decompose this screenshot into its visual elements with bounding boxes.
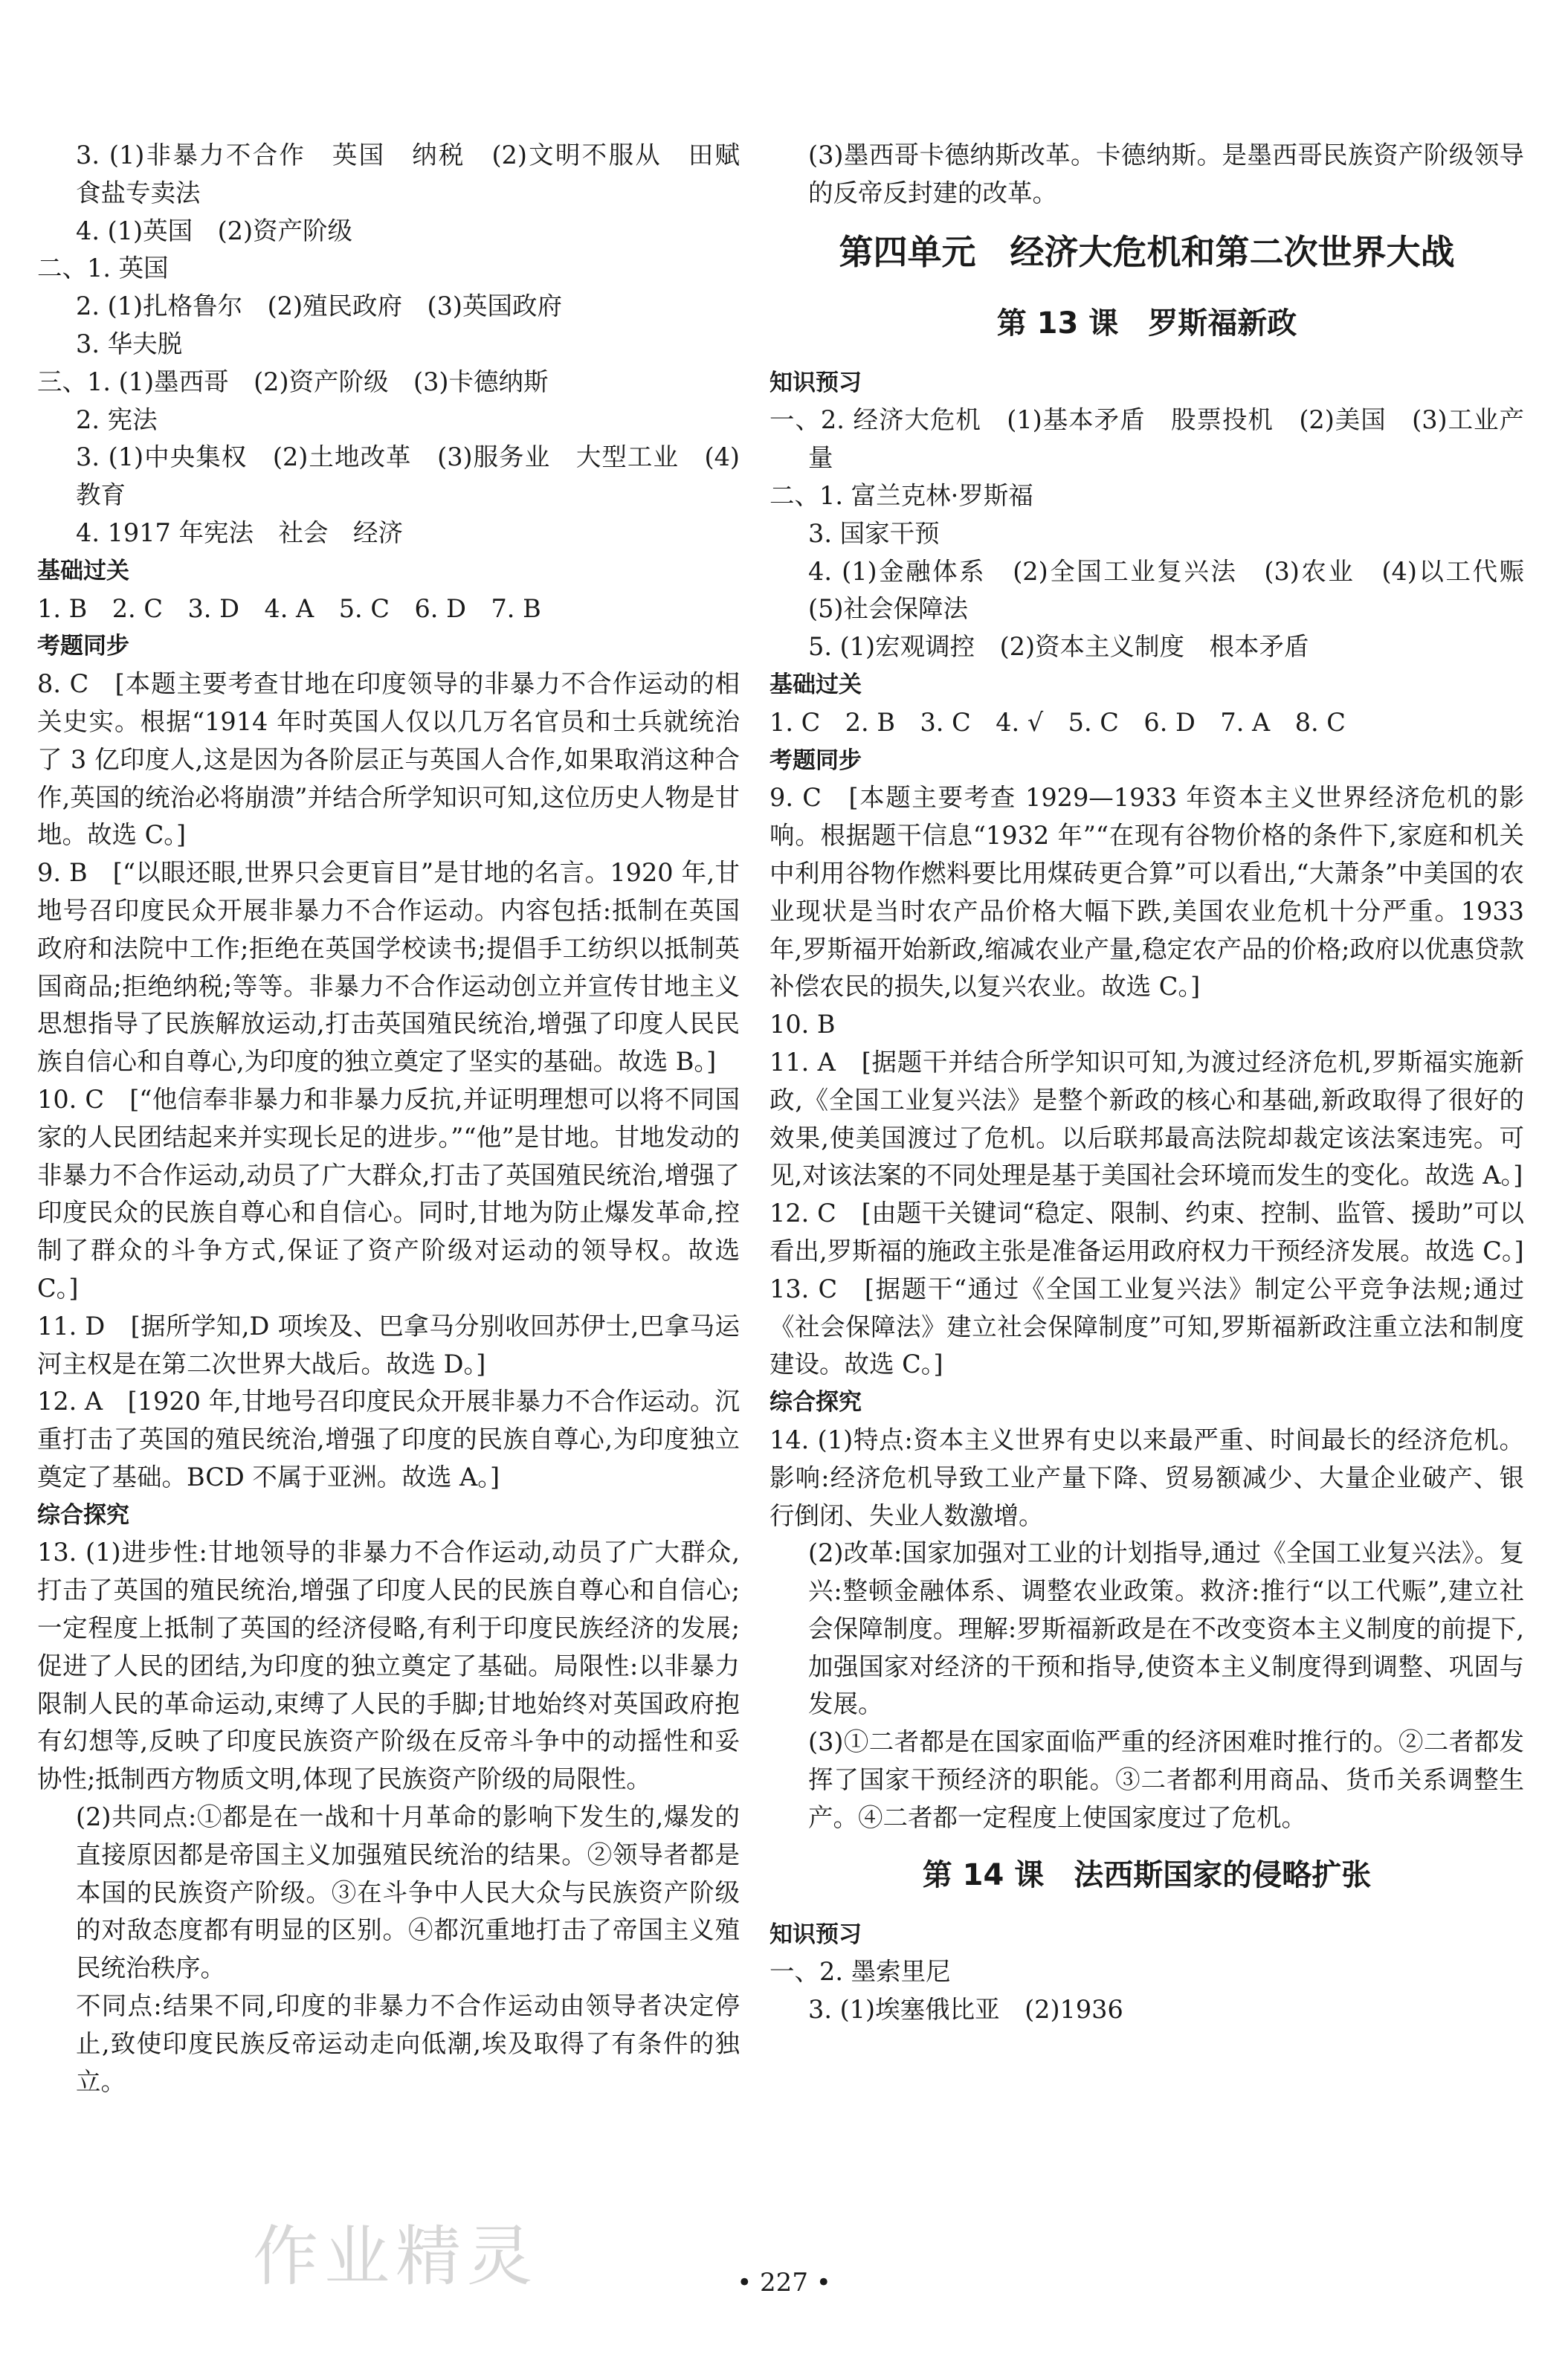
section-heading: 基础过关 (37, 557, 129, 584)
answer-line: 10. B (770, 1010, 836, 1039)
answer-line: 3. (1)中央集权 (2)土地改革 (3)服务业 大型工业 (4)教育 (76, 442, 740, 510)
answer-line: 2. 宪法 (76, 404, 158, 434)
section-heading: 综合探究 (770, 1389, 862, 1416)
right-top-block (770, 137, 1524, 213)
lesson-13-answers (770, 364, 1549, 1837)
answer-line: 9. B [“以眼还眼,世界只会更盲目”是甘地的名言。1920 年,甘地号召印度民众开展非暴力不合作运动。内容包括:抵制在英国政府和法院中工作;拒绝在英国学校读书;提倡手工纺织以抵制英国商品;拒绝纳税;等等。非暴力不合作运动创立并宣传甘地主义思想指导了民族解放运动,打击英国殖民统治,增强了印度人民民族自信心和自尊心,为印度的独立奠定了坚实的基础。故选 B。] (37, 858, 740, 1077)
section-heading: 综合探究 (37, 1501, 129, 1529)
answer-line: 3. 国家干预 (808, 518, 940, 548)
answer-line: 4. (1)英国 (2)资产阶级 (76, 216, 353, 245)
answer-line: 11. D [据所学知,D 项埃及、巴拿马分别收回苏伊士,巴拿马运河主权是在第二次世界大战后。故选 D。] (37, 1311, 740, 1379)
section-heading: 考题同步 (37, 633, 129, 660)
answer-line: 二、1. 英国 (37, 254, 169, 283)
section-heading: 考题同步 (770, 747, 862, 774)
answer-line: 1. C 2. B 3. C 4. √ 5. C 6. D 7. A 8. C (770, 707, 1346, 737)
answer-line: 12. C [由题干关键词“稳定、限制、约束、控制、监管、援助”可以看出,罗斯福的施政主张是准备运用政府权力干预经济发展。故选 C。] (770, 1199, 1524, 1266)
answer-line: (3)①二者都是在国家面临严重的经济困难时推行的。②二者都发挥了国家干预经济的职能。③二者都利用商品、货币关系调整生产。④二者都一定程度上使国家度过了危机。 (808, 1727, 1524, 1832)
answer-line: 13. (1)进步性:甘地领导的非暴力不合作运动,动员了广大群众,打击了英国的殖民统治,增强了印度人民的民族自尊心和自信心;一定程度上抵制了英国的经济侵略,有利于印度民族经济的发展;促进了人民的团结,为印度的独立奠定了基础。局限性:以非暴力限制人民的革命运动,束缚了人民的手脚;甘地始终对英国政府抱有幻想等,反映了印度民族资产阶级在反帝斗争中的动摇性和妥协性;抵制西方物质文明,体现了民族资产阶级的局限性。 (37, 1538, 740, 1794)
answer-line: (2)共同点:①都是在一战和十月革命的影响下发生的,爆发的直接原因都是帝国主义加强殖民统治的结果。②领导者都是本国的民族资产阶级。③在斗争中人民大众与民族资产阶级的对敌态度都有明显的区别。④都沉重地打击了帝国主义殖民统治秩序。 (76, 1802, 740, 1983)
answer-line: 一、2. 经济大危机 (1)基本矛盾 股票投机 (2)美国 (3)工业产量 (770, 405, 1524, 473)
answer-line: 3. (1)埃塞俄比亚 (2)1936 (808, 1995, 1123, 2025)
left-column (37, 137, 765, 2101)
watermark: 作业精灵 (253, 2218, 539, 2295)
answer-line: 11. A [据题干并结合所学知识可知,为渡过经济危机,罗斯福实施新政,《全国工业复兴法》是整个新政的核心和基础,新政取得了很好的效果,使美国渡过了危机。以后联邦最高法院却裁定该法案违宪。可见,对该法案的不同处理是基于美国社会环境而发生的变化。故选 A。] (770, 1047, 1524, 1190)
section-heading: 知识预习 (770, 369, 862, 396)
section-heading: 知识预习 (770, 1921, 862, 1948)
answer-line: (2)改革:国家加强对工业的计划指导,通过《全国工业复兴法》。复兴:整顿金融体系、调整农业政策。救济:推行“以工代赈”,建立社会保障制度。理解:罗斯福新政是在不改变资本主义制度的前提下,加强国家对经济的干预和指导,使资本主义制度得到调整、巩固与发展。 (808, 1538, 1524, 1719)
answer-line: 8. C [本题主要考查甘地在印度领导的非暴力不合作运动的相关史实。根据“1914 年时英国人仅以几万名官员和士兵就统治了 3 亿印度人,这是因为各阶层正与英国人合作,如果取消这种合作,英国的统治必将崩溃”并结合所学知识可知,这位历史人物是甘地。故选 C。] (37, 669, 740, 850)
unit-title: 第四单元 经济大危机和第二次世界大战 (839, 231, 1455, 272)
answer-line: 14. (1)特点:资本主义世界有史以来最严重、时间最长的经济危机。影响:经济危机导致工业产量下降、贸易额减少、大量企业破产、银行倒闭、失业人数激增。 (770, 1425, 1524, 1530)
answer-line: 5. (1)宏观调控 (2)资本主义制度 根本矛盾 (808, 632, 1309, 662)
answer-line: 1. B 2. C 3. D 4. A 5. C 6. D 7. B (37, 593, 541, 623)
answer-line: 9. C [本题主要考查 1929—1933 年资本主义世界经济危机的影响。根据题干信息“1932 年”“在现有谷物价格的条件下,家庭和机关中利用谷物作燃料要比用煤砖更合算”可以看出,“大萧条”中美国的农业现状是当时农产品价格大幅下跌,美国农业危机十分严重。1933 年,罗斯福开始新政,缩减农业产量,稳定农产品的价格;政府以优惠贷款补偿农民的损失,以复兴农业。故选 C。] (770, 783, 1524, 1002)
lesson-14-answers (770, 1916, 1524, 2029)
answer-line: 三、1. (1)墨西哥 (2)资产阶级 (3)卡德纳斯 (37, 367, 549, 396)
answer-line: 12. A [1920 年,甘地号召印度民众开展非暴力不合作运动。沉重打击了英国的殖民统治,增强了印度的民族自尊心,为印度独立奠定了基础。BCD 不属于亚洲。故选 A。] (37, 1387, 740, 1492)
lesson-13-title: 第 13 课 罗斯福新政 (996, 306, 1297, 341)
answer-line: 3. 华夫脱 (76, 329, 183, 358)
answer-line: 2. (1)扎格鲁尔 (2)殖民政府 (3)英国政府 (76, 291, 562, 321)
answer-line: 10. C [“他信奉非暴力和非暴力反抗,并证明理想可以将不同国家的人民团结起来并实现长足的进步。”“他”是甘地。甘地发动的非暴力不合作运动,动员了广大群众,打击了英国殖民统治,增强了印度民众的民族自尊心和自信心。同时,甘地为防止爆发革命,控制了群众的斗争方式,保证了资产阶级对运动的领导权。故选 C。] (37, 1084, 740, 1303)
right-column (770, 137, 1549, 2029)
answer-line: 一、2. 墨索里尼 (770, 1957, 951, 1987)
answer-line: 13. C [据题干“通过《全国工业复兴法》制定公平竞争法规;通过《社会保障法》建立社会保障制度”可知,罗斯福新政注重立法和制度建设。故选 C。] (770, 1274, 1524, 1379)
section-heading: 基础过关 (770, 671, 862, 698)
answer-line: 4. (1)金融体系 (2)全国工业复兴法 (3)农业 (4)以工代赈 (5)社会保障法 (808, 556, 1549, 624)
page-number: • 227 • (737, 2268, 831, 2298)
answer-line: 不同点:结果不同,印度的非暴力不合作运动由领导者决定停止,致使印度民族反帝运动走向低潮,埃及取得了有条件的独立。 (76, 1991, 740, 2096)
answer-line: 3. (1)非暴力不合作 英国 纳税 (2)文明不服从 田赋 食盐专卖法 (76, 141, 765, 207)
answer-line: 4. 1917 年宪法 社会 经济 (76, 518, 404, 547)
lesson-14-title: 第 14 课 法西斯国家的侵略扩张 (922, 1857, 1372, 1892)
answer-line: (3)墨西哥卡德纳斯改革。卡德纳斯。是墨西哥民族资产阶级领导的反帝反封建的改革。 (808, 141, 1524, 207)
answer-line: 二、1. 富兰克林·罗斯福 (770, 480, 1033, 510)
